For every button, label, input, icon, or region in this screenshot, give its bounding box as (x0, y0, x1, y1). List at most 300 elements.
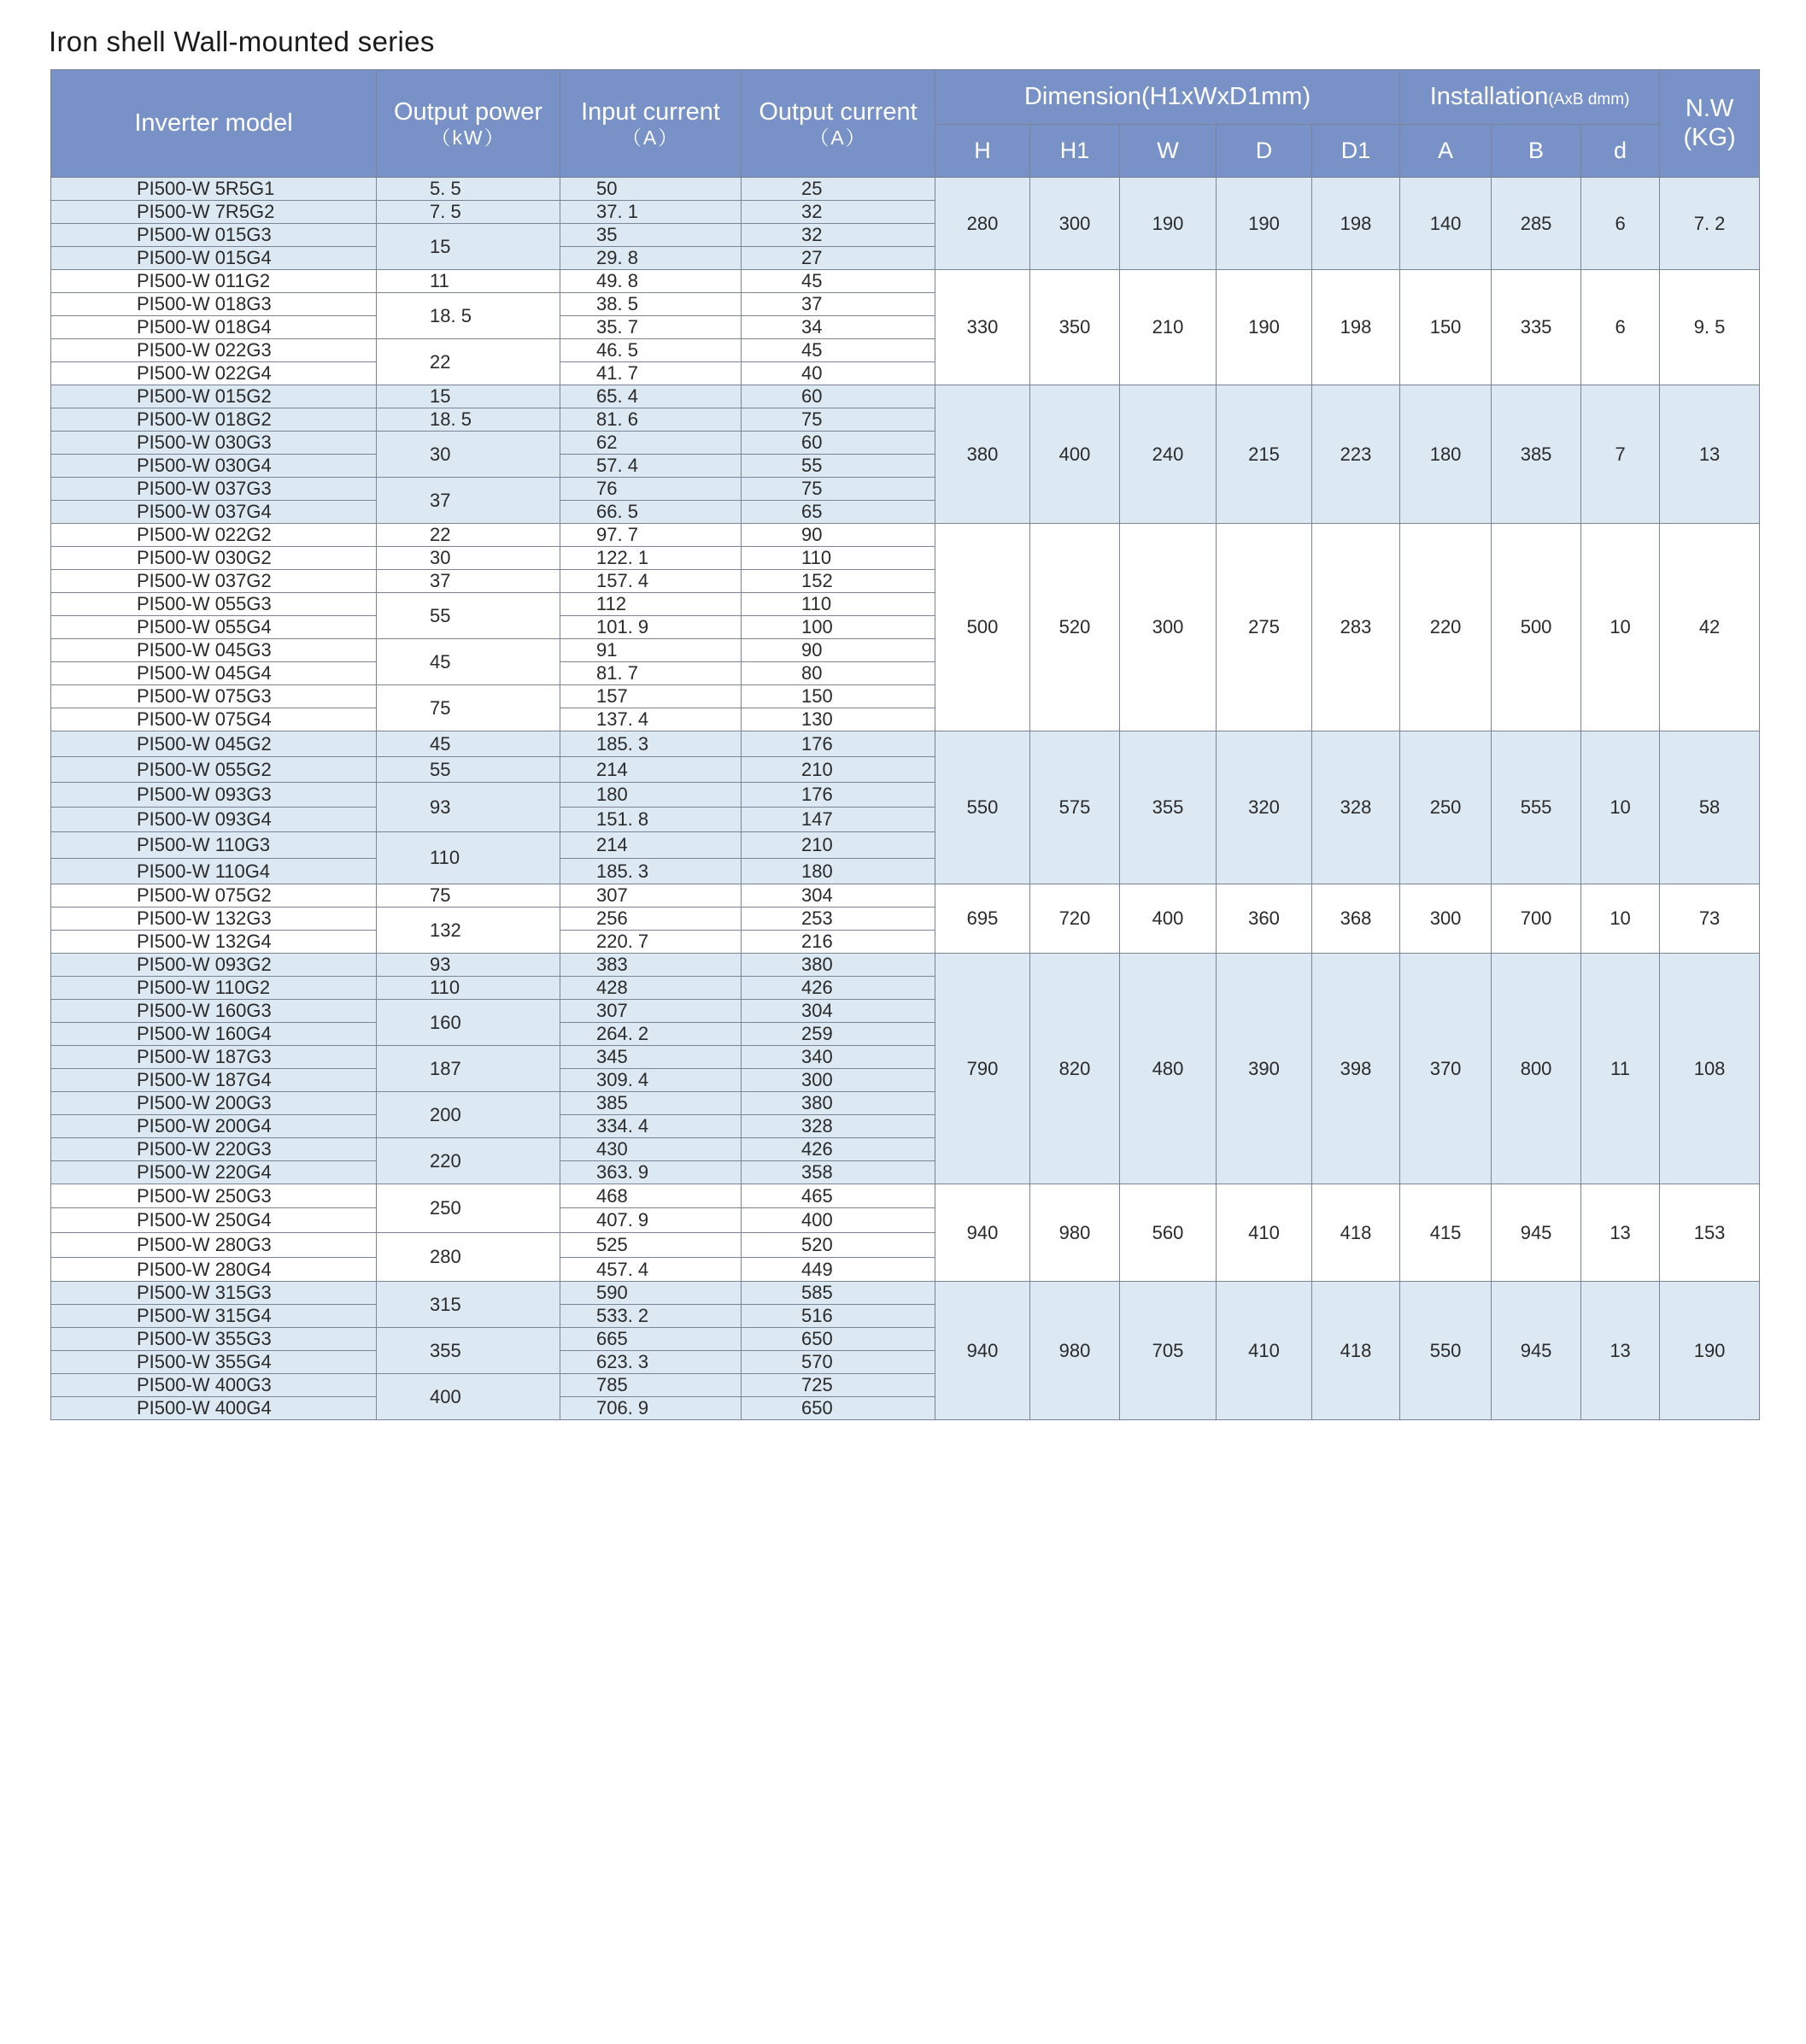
cell-b: 945 (1492, 1282, 1581, 1420)
cell-model: PI500-W 055G4 (51, 616, 377, 639)
cell-model: PI500-W 315G4 (51, 1305, 377, 1328)
cell-h: 500 (935, 524, 1030, 731)
cell-output-current: 380 (742, 1092, 935, 1115)
cell-input-current: 309. 4 (560, 1069, 742, 1092)
cell-w: 190 (1120, 178, 1217, 270)
cell-output-current: 80 (742, 662, 935, 685)
cell-output-current: 725 (742, 1374, 935, 1397)
cell-d: 360 (1217, 884, 1312, 954)
cell-model: PI500-W 355G3 (51, 1328, 377, 1351)
cell-output-current: 570 (742, 1351, 935, 1374)
cell-input-current: 41. 7 (560, 362, 742, 385)
header-sub-d: D (1217, 125, 1312, 178)
cell-input-current: 468 (560, 1184, 742, 1208)
table-row (51, 270, 1760, 293)
cell-power: 7. 5 (377, 201, 560, 224)
cell-input-current: 214 (560, 832, 742, 859)
table-row (51, 954, 1760, 977)
cell-power: 15 (377, 385, 560, 408)
header-output: Output current （A） (742, 70, 935, 178)
cell-h1: 350 (1030, 270, 1120, 385)
cell-h: 280 (935, 178, 1030, 270)
cell-input-current: 66. 5 (560, 501, 742, 524)
cell-output-current: 75 (742, 408, 935, 432)
header-power: Output power （kW） (377, 70, 560, 178)
cell-power: 400 (377, 1374, 560, 1420)
table-row (51, 385, 1760, 408)
cell-output-current: 110 (742, 593, 935, 616)
cell-d: 215 (1217, 385, 1312, 524)
cell-h: 695 (935, 884, 1030, 954)
cell-power: 15 (377, 224, 560, 270)
cell-input-current: 307 (560, 884, 742, 907)
cell-model: PI500-W 015G4 (51, 247, 377, 270)
cell-model: PI500-W 015G3 (51, 224, 377, 247)
cell-output-current: 253 (742, 907, 935, 931)
cell-power: 110 (377, 977, 560, 1000)
cell-nw: 73 (1660, 884, 1760, 954)
cell-d: 410 (1217, 1282, 1312, 1420)
cell-model: PI500-W 187G4 (51, 1069, 377, 1092)
cell-model: PI500-W 160G3 (51, 1000, 377, 1023)
cell-model: PI500-W 110G3 (51, 832, 377, 859)
cell-model: PI500-W 037G2 (51, 570, 377, 593)
cell-input-current: 385 (560, 1092, 742, 1115)
cell-output-current: 34 (742, 316, 935, 339)
cell-w: 560 (1120, 1184, 1217, 1282)
cell-h1: 575 (1030, 731, 1120, 884)
cell-model: PI500-W 075G3 (51, 685, 377, 708)
table-row (51, 1184, 1760, 1208)
cell-model: PI500-W 160G4 (51, 1023, 377, 1046)
cell-power: 187 (377, 1046, 560, 1092)
cell-output-current: 25 (742, 178, 935, 201)
cell-d1: 198 (1312, 270, 1400, 385)
cell-output-current: 90 (742, 524, 935, 547)
cell-h: 330 (935, 270, 1030, 385)
cell-b: 385 (1492, 385, 1581, 524)
cell-power: 110 (377, 832, 560, 884)
cell-d: 190 (1217, 178, 1312, 270)
cell-a: 300 (1400, 884, 1492, 954)
cell-output-current: 585 (742, 1282, 935, 1305)
cell-input-current: 185. 3 (560, 859, 742, 884)
cell-power: 93 (377, 783, 560, 832)
cell-h: 550 (935, 731, 1030, 884)
cell-power: 315 (377, 1282, 560, 1328)
cell-a: 150 (1400, 270, 1492, 385)
cell-model: PI500-W 045G4 (51, 662, 377, 685)
cell-input-current: 97. 7 (560, 524, 742, 547)
cell-model: PI500-W 055G2 (51, 757, 377, 783)
header-sub-h1: H1 (1030, 125, 1120, 178)
cell-h: 790 (935, 954, 1030, 1184)
cell-output-current: 60 (742, 385, 935, 408)
cell-model: PI500-W 200G4 (51, 1115, 377, 1138)
cell-w: 210 (1120, 270, 1217, 385)
cell-input-current: 185. 3 (560, 731, 742, 757)
cell-model: PI500-W 280G4 (51, 1258, 377, 1282)
cell-nw: 7. 2 (1660, 178, 1760, 270)
cell-d-small: 13 (1581, 1184, 1660, 1282)
cell-power: 160 (377, 1000, 560, 1046)
cell-input-current: 180 (560, 783, 742, 808)
header-model: Inverter model (51, 70, 377, 178)
cell-model: PI500-W 187G3 (51, 1046, 377, 1069)
cell-nw: 190 (1660, 1282, 1760, 1420)
cell-d-small: 13 (1581, 1282, 1660, 1420)
cell-output-current: 75 (742, 478, 935, 501)
cell-output-current: 426 (742, 977, 935, 1000)
cell-input-current: 220. 7 (560, 931, 742, 954)
cell-model: PI500-W 315G3 (51, 1282, 377, 1305)
cell-d: 390 (1217, 954, 1312, 1184)
cell-output-current: 45 (742, 339, 935, 362)
cell-d: 275 (1217, 524, 1312, 731)
table-row (51, 524, 1760, 547)
cell-d1: 328 (1312, 731, 1400, 884)
cell-input-current: 57. 4 (560, 455, 742, 478)
cell-input-current: 38. 5 (560, 293, 742, 316)
header-sub-d-small: d (1581, 125, 1660, 178)
cell-input-current: 76 (560, 478, 742, 501)
cell-d1: 418 (1312, 1184, 1400, 1282)
cell-power: 132 (377, 907, 560, 954)
cell-h1: 980 (1030, 1184, 1120, 1282)
cell-d-small: 6 (1581, 270, 1660, 385)
cell-output-current: 520 (742, 1233, 935, 1258)
cell-model: PI500-W 200G3 (51, 1092, 377, 1115)
cell-power: 30 (377, 432, 560, 478)
cell-model: PI500-W 030G4 (51, 455, 377, 478)
cell-model: PI500-W 022G3 (51, 339, 377, 362)
cell-d-small: 11 (1581, 954, 1660, 1184)
cell-d1: 398 (1312, 954, 1400, 1184)
cell-h1: 520 (1030, 524, 1120, 731)
cell-output-current: 328 (742, 1115, 935, 1138)
cell-input-current: 345 (560, 1046, 742, 1069)
cell-model: PI500-W 018G3 (51, 293, 377, 316)
cell-d: 190 (1217, 270, 1312, 385)
cell-h1: 300 (1030, 178, 1120, 270)
header-nw: N.W (KG) (1660, 70, 1760, 178)
cell-input-current: 81. 6 (560, 408, 742, 432)
cell-model: PI500-W 037G4 (51, 501, 377, 524)
cell-power: 22 (377, 524, 560, 547)
cell-output-current: 32 (742, 224, 935, 247)
cell-nw: 153 (1660, 1184, 1760, 1282)
cell-d: 410 (1217, 1184, 1312, 1282)
cell-model: PI500-W 355G4 (51, 1351, 377, 1374)
cell-output-current: 100 (742, 616, 935, 639)
cell-d-small: 10 (1581, 884, 1660, 954)
cell-output-current: 110 (742, 547, 935, 570)
cell-a: 180 (1400, 385, 1492, 524)
header-sub-a: A (1400, 125, 1492, 178)
cell-model: PI500-W 075G4 (51, 708, 377, 731)
header-input: Input current （A） (560, 70, 742, 178)
spec-table (50, 69, 1760, 1420)
cell-input-current: 428 (560, 977, 742, 1000)
cell-input-current: 214 (560, 757, 742, 783)
cell-model: PI500-W 093G2 (51, 954, 377, 977)
cell-model: PI500-W 110G4 (51, 859, 377, 884)
table-body (51, 178, 1760, 1420)
cell-output-current: 40 (742, 362, 935, 385)
cell-power: 93 (377, 954, 560, 977)
cell-output-current: 152 (742, 570, 935, 593)
cell-input-current: 151. 8 (560, 808, 742, 832)
cell-d-small: 10 (1581, 524, 1660, 731)
cell-input-current: 62 (560, 432, 742, 455)
cell-input-current: 665 (560, 1328, 742, 1351)
cell-w: 300 (1120, 524, 1217, 731)
cell-h1: 820 (1030, 954, 1120, 1184)
cell-power: 250 (377, 1184, 560, 1233)
cell-power: 11 (377, 270, 560, 293)
cell-input-current: 590 (560, 1282, 742, 1305)
cell-input-current: 29. 8 (560, 247, 742, 270)
cell-output-current: 210 (742, 832, 935, 859)
cell-output-current: 176 (742, 783, 935, 808)
cell-power: 37 (377, 478, 560, 524)
cell-power: 45 (377, 731, 560, 757)
cell-power: 355 (377, 1328, 560, 1374)
cell-output-current: 55 (742, 455, 935, 478)
cell-input-current: 623. 3 (560, 1351, 742, 1374)
cell-power: 280 (377, 1233, 560, 1282)
cell-a: 220 (1400, 524, 1492, 731)
cell-a: 415 (1400, 1184, 1492, 1282)
cell-input-current: 430 (560, 1138, 742, 1161)
cell-model: PI500-W 030G2 (51, 547, 377, 570)
cell-power: 5. 5 (377, 178, 560, 201)
cell-d1: 198 (1312, 178, 1400, 270)
cell-model: PI500-W 132G4 (51, 931, 377, 954)
cell-input-current: 112 (560, 593, 742, 616)
cell-input-current: 706. 9 (560, 1397, 742, 1420)
cell-model: PI500-W 030G3 (51, 432, 377, 455)
cell-output-current: 259 (742, 1023, 935, 1046)
cell-nw: 13 (1660, 385, 1760, 524)
cell-input-current: 122. 1 (560, 547, 742, 570)
cell-model: PI500-W 280G3 (51, 1233, 377, 1258)
cell-model: PI500-W 093G3 (51, 783, 377, 808)
cell-model: PI500-W 011G2 (51, 270, 377, 293)
cell-output-current: 449 (742, 1258, 935, 1282)
cell-h: 940 (935, 1282, 1030, 1420)
cell-b: 800 (1492, 954, 1581, 1184)
cell-input-current: 383 (560, 954, 742, 977)
cell-output-current: 176 (742, 731, 935, 757)
cell-nw: 108 (1660, 954, 1760, 1184)
cell-power: 45 (377, 639, 560, 685)
cell-output-current: 147 (742, 808, 935, 832)
cell-a: 550 (1400, 1282, 1492, 1420)
cell-power: 18. 5 (377, 293, 560, 339)
cell-model: PI500-W 018G2 (51, 408, 377, 432)
cell-input-current: 35 (560, 224, 742, 247)
cell-d-small: 7 (1581, 385, 1660, 524)
cell-power: 55 (377, 757, 560, 783)
cell-input-current: 785 (560, 1374, 742, 1397)
cell-power: 30 (377, 547, 560, 570)
cell-input-current: 363. 9 (560, 1161, 742, 1184)
cell-output-current: 32 (742, 201, 935, 224)
cell-input-current: 35. 7 (560, 316, 742, 339)
cell-model: PI500-W 055G3 (51, 593, 377, 616)
header-dimension: Dimension(H1xWxD1mm) (935, 70, 1400, 125)
cell-output-current: 304 (742, 884, 935, 907)
cell-model: PI500-W 110G2 (51, 977, 377, 1000)
cell-output-current: 45 (742, 270, 935, 293)
cell-h: 940 (935, 1184, 1030, 1282)
header-sub-w: W (1120, 125, 1217, 178)
header-sub-b: B (1492, 125, 1581, 178)
cell-output-current: 90 (742, 639, 935, 662)
cell-input-current: 525 (560, 1233, 742, 1258)
cell-power: 22 (377, 339, 560, 385)
cell-input-current: 334. 4 (560, 1115, 742, 1138)
cell-output-current: 37 (742, 293, 935, 316)
cell-w: 240 (1120, 385, 1217, 524)
cell-model: PI500-W 045G3 (51, 639, 377, 662)
cell-input-current: 49. 8 (560, 270, 742, 293)
cell-model: PI500-W 250G4 (51, 1208, 377, 1233)
cell-input-current: 91 (560, 639, 742, 662)
cell-output-current: 465 (742, 1184, 935, 1208)
cell-model: PI500-W 400G4 (51, 1397, 377, 1420)
table-row (51, 178, 1760, 201)
cell-model: PI500-W 045G2 (51, 731, 377, 757)
cell-output-current: 27 (742, 247, 935, 270)
cell-b: 700 (1492, 884, 1581, 954)
cell-output-current: 130 (742, 708, 935, 731)
cell-b: 500 (1492, 524, 1581, 731)
cell-input-current: 81. 7 (560, 662, 742, 685)
cell-nw: 42 (1660, 524, 1760, 731)
cell-input-current: 101. 9 (560, 616, 742, 639)
cell-model: PI500-W 400G3 (51, 1374, 377, 1397)
page-title: Iron shell Wall-mounted series (49, 26, 435, 57)
cell-model: PI500-W 093G4 (51, 808, 377, 832)
header-sub-d1: D1 (1312, 125, 1400, 178)
cell-nw: 58 (1660, 731, 1760, 884)
cell-model: PI500-W 022G2 (51, 524, 377, 547)
cell-h: 380 (935, 385, 1030, 524)
cell-power: 220 (377, 1138, 560, 1184)
cell-input-current: 533. 2 (560, 1305, 742, 1328)
cell-input-current: 157. 4 (560, 570, 742, 593)
cell-power: 200 (377, 1092, 560, 1138)
cell-model: PI500-W 5R5G1 (51, 178, 377, 201)
cell-input-current: 307 (560, 1000, 742, 1023)
header-sub-h: H (935, 125, 1030, 178)
cell-output-current: 180 (742, 859, 935, 884)
cell-d-small: 10 (1581, 731, 1660, 884)
cell-model: PI500-W 022G4 (51, 362, 377, 385)
cell-b: 945 (1492, 1184, 1581, 1282)
cell-output-current: 380 (742, 954, 935, 977)
cell-input-current: 256 (560, 907, 742, 931)
cell-output-current: 65 (742, 501, 935, 524)
cell-d1: 283 (1312, 524, 1400, 731)
cell-output-current: 300 (742, 1069, 935, 1092)
table-row (51, 1282, 1760, 1305)
header-installation: Installation(AxB dmm) (1400, 70, 1660, 125)
table-row (51, 731, 1760, 757)
cell-w: 355 (1120, 731, 1217, 884)
cell-input-current: 157 (560, 685, 742, 708)
cell-input-current: 407. 9 (560, 1208, 742, 1233)
cell-model: PI500-W 7R5G2 (51, 201, 377, 224)
cell-input-current: 37. 1 (560, 201, 742, 224)
cell-model: PI500-W 037G3 (51, 478, 377, 501)
cell-power: 37 (377, 570, 560, 593)
cell-b: 285 (1492, 178, 1581, 270)
cell-model: PI500-W 075G2 (51, 884, 377, 907)
cell-d: 320 (1217, 731, 1312, 884)
cell-input-current: 264. 2 (560, 1023, 742, 1046)
cell-output-current: 340 (742, 1046, 935, 1069)
cell-output-current: 216 (742, 931, 935, 954)
cell-output-current: 650 (742, 1328, 935, 1351)
cell-model: PI500-W 132G3 (51, 907, 377, 931)
cell-model: PI500-W 018G4 (51, 316, 377, 339)
cell-power: 55 (377, 593, 560, 639)
cell-output-current: 516 (742, 1305, 935, 1328)
cell-nw: 9. 5 (1660, 270, 1760, 385)
cell-output-current: 210 (742, 757, 935, 783)
cell-input-current: 46. 5 (560, 339, 742, 362)
cell-power: 75 (377, 685, 560, 731)
cell-w: 480 (1120, 954, 1217, 1184)
cell-h1: 720 (1030, 884, 1120, 954)
cell-b: 555 (1492, 731, 1581, 884)
cell-model: PI500-W 015G2 (51, 385, 377, 408)
cell-output-current: 304 (742, 1000, 935, 1023)
cell-w: 400 (1120, 884, 1217, 954)
cell-d-small: 6 (1581, 178, 1660, 270)
cell-input-current: 457. 4 (560, 1258, 742, 1282)
cell-d1: 368 (1312, 884, 1400, 954)
cell-h1: 400 (1030, 385, 1120, 524)
cell-input-current: 137. 4 (560, 708, 742, 731)
cell-d1: 223 (1312, 385, 1400, 524)
cell-output-current: 426 (742, 1138, 935, 1161)
cell-input-current: 50 (560, 178, 742, 201)
cell-model: PI500-W 220G3 (51, 1138, 377, 1161)
cell-power: 18. 5 (377, 408, 560, 432)
cell-input-current: 65. 4 (560, 385, 742, 408)
cell-d1: 418 (1312, 1282, 1400, 1420)
cell-output-current: 650 (742, 1397, 935, 1420)
cell-output-current: 150 (742, 685, 935, 708)
cell-output-current: 60 (742, 432, 935, 455)
cell-a: 250 (1400, 731, 1492, 884)
cell-power: 75 (377, 884, 560, 907)
cell-output-current: 358 (742, 1161, 935, 1184)
cell-output-current: 400 (742, 1208, 935, 1233)
cell-a: 370 (1400, 954, 1492, 1184)
cell-h1: 980 (1030, 1282, 1120, 1420)
cell-model: PI500-W 250G3 (51, 1184, 377, 1208)
cell-model: PI500-W 220G4 (51, 1161, 377, 1184)
table-row (51, 884, 1760, 907)
cell-a: 140 (1400, 178, 1492, 270)
cell-b: 335 (1492, 270, 1581, 385)
cell-w: 705 (1120, 1282, 1217, 1420)
